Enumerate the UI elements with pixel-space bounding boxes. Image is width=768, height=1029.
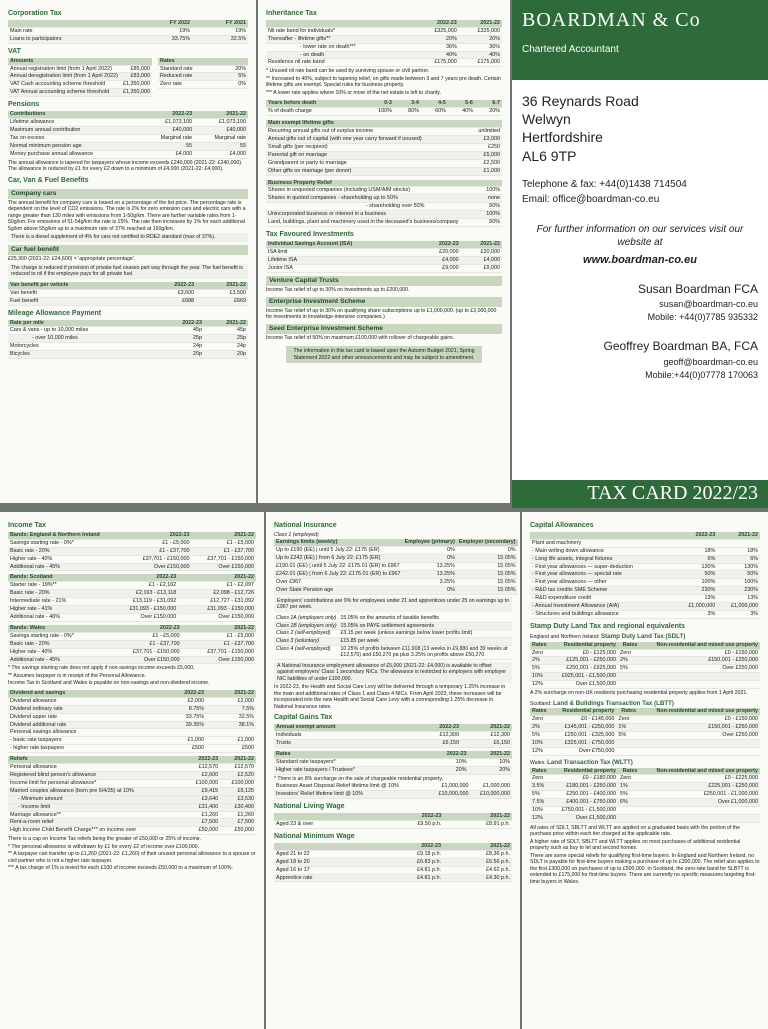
table-row: VAT Annual accounting scheme threshold £1,350,000: [10, 89, 150, 96]
capital-allowances-table: 2022-23 2021-22 Plant and machinery - Main writing down allowance 18% 18% - Long life assets, integral fixtures 6% 6% - First year allowances — super-deduction 130% 130% - First year allowances — special rate 50% 50% - First year allowances — other 100% 100% - R&D tax credits SME Scheme 230% 230% - R&D expenditure credit 13% 13% - Annual Investment Allowance (AIA) £1,000,000 £1,000,000 - Structures and buildings allowance 3% 3%: [532, 531, 758, 618]
wltt-table: Rates Residential property Rates Non-residential and mixed use property Zero £0 - £180,000 Zero £0 - £225,000 3.5% £180,001 - £250,000 1% £225,001 - £250,000 5% £250,001 - £400,000 5% £250,001 - £1,000,000 7.5% £400,001 - £750,000 6% Over £1,000,000 10% £750,001 - £1,500,000 12% Over £1,500,000: [532, 767, 758, 821]
table-row: Higher rate - 40% £37,701 - £150,000 £37,701 - £150,000: [10, 648, 254, 655]
table-row: Dividend additional rate 39.35% 38.1%: [10, 721, 254, 728]
table-row: - on death 40% 40%: [266, 51, 502, 59]
sdlt-note: A 2% surcharge on non-UK residents purchasing residential property applies from 1 April 2021.: [530, 690, 748, 697]
table-row: Bicycles 20p 20p: [10, 351, 246, 358]
pensions-note: The annual allowance is tapered for taxpayers whose income exceeds £240,000 (2021-22: £240,000). The allowance is reduced by £1 for every £2 down to a minimum of £4,000 (2021-22: £4,000).: [8, 159, 243, 173]
company-cars-note: The annual benefit for company cars is based on a percentage of the list price. The percentage rate is dependent on the level of CO2 emissions. The rate is 2% for zero emission cars and electric cars with a range greater than 130 miles with emissions from 1-50g/km. There are further variable rates from 1-50g/km. For emissions of 51-54g/km the rate is 15%. The rate then increases by 1% for each additional 5g/km above 55g/km up to a maximum rate of 37% reached at 160g/km.: [8, 199, 246, 232]
person-susan: [522, 281, 758, 324]
reliefs-note-3: *** A tax charge of 1% is levied for each £100 of income exceeds £50,000 to a maximum of 100%.: [8, 865, 233, 872]
vct-heading: Venture Capital Trusts: [266, 276, 502, 286]
sdlt-title: Stamp Duty Land Tax and regional equivalents: [530, 622, 686, 630]
reliefs-table: Reliefs 2022-23 2021-22 Personal allowance £12,570 £12,570 Registered blind person's allowance £2,600 £2,520 Income limit for personal allowance* £100,000 £100,000 Married couples allowance (born pre 6/4/35) at 10% £9,415 £9,125 - Minimum amount £3,640 £3,530 - Income limit £31,400 £30,400 Marriage allowance** £1,260 £1,260 Rent-a-room relief £7,500 £7,500 High Income Child Benefit Charge*** on income over £50,000 £50,000: [10, 756, 254, 834]
table-row: - higher rate taxpayers £500 £500: [10, 745, 254, 752]
person-mobile: Mobile:+44(0)07778 170063: [645, 369, 758, 380]
table-row: Married couples allowance (born pre 6/4/35) at 10% £9,415 £9,125: [10, 787, 254, 794]
address-line: Hertfordshire: [522, 129, 603, 146]
cgt-exempt-table: Annual exempt amount 2022-23 2021-22 Individuals £12,300 £12,300 Trusts £6,150 £6,150: [276, 724, 510, 747]
lbtt-region: Scotland: Land & Buildings Transaction Tax (LBTT): [530, 699, 674, 707]
ni-class1-label: Class 1 (employed): [274, 531, 319, 538]
vat-title: VAT: [8, 47, 21, 55]
table-row: 5% £250,001 - £400,000 5% £250,001 - £1,000,000: [532, 791, 758, 798]
inheritance-tax-table: 2022-23 2021-22 Nil rate band for individuals* £325,000 £325,000 Thereafter - lifetime gifts** 20% 20% - lower rate on death*** 36% 36% - on death 40% 40% Residence nil rate band £175,000 £175,000: [268, 19, 500, 66]
car-fuel-amount: £25,300 (2021-22: £24,600) × 'appropriate percentage'.: [8, 256, 136, 263]
table-row: Lifetime ISA £4,000 £4,000: [268, 256, 500, 263]
table-row: Over £967 3.25% 15.05%: [276, 578, 516, 585]
table-row: Aged 21 to 22 £9.18 p.h. £8.36 p.h.: [276, 850, 510, 857]
table-row: Aged 18 to 20 £6.83 p.h. £6.56 p.h.: [276, 858, 510, 865]
seis-heading: Seed Enterprise Investment Scheme: [266, 324, 502, 334]
table-row: - R&D tax credits SME Scheme 230% 230%: [532, 587, 758, 594]
table-row: Personal savings allowance: [8, 729, 256, 737]
table-row: - Income limit £31,400 £30,400: [8, 803, 256, 811]
vat-tables: [8, 58, 248, 98]
table-row: Apprentice rate £4.81 p.h. £4.30 p.h.: [276, 874, 510, 881]
income-tax-note-3: Income Tax in Scotland and Wales is payable on non-savings and non-dividend income.: [8, 680, 210, 687]
table-row: Land, buildings, plant and machinery used in the deceased's business/company 50%: [268, 219, 500, 226]
table-row: Grandparent or party to marriage £2,500: [268, 159, 500, 166]
iht-note-2: ** Increased to 40%, subject to tapering relief, on gifts made between 3 and 7 years pre death. Certain lifetime gifts are exempt. Special rules for business property.: [266, 75, 501, 89]
table-row: 12% Over £1,500,000: [530, 681, 760, 689]
table-row: Basic rate - 20% £2,163 - £13,118 £2,098 - £12,726: [10, 590, 254, 597]
table-row: Dividend ordinary rate 8.75% 7.5%: [10, 705, 254, 712]
table-row: Standard rate taxpayers* 10% 10%: [276, 759, 510, 766]
table-row: 10% £325,001 - £750,000: [530, 739, 760, 747]
phone: Telephone & fax: +44(0)1438 714504: [522, 178, 687, 190]
table-row: Class 1A (employers only) 15.05% on the amounts of taxable benefits: [274, 615, 512, 622]
table-row: Fuel benefit £688 £669: [10, 297, 246, 304]
table-row: 5% £250,001 - £325,000 5% Over £250,000: [532, 732, 758, 739]
cgt-reliefs-table: [274, 783, 512, 799]
cgt-title: Capital Gains Tax: [274, 714, 333, 722]
ni-classes-table: [274, 615, 512, 660]
address-line: AL6 9TP: [522, 147, 577, 164]
nlw-table: 2022-23 2021-22 Aged 23 & over £9.50 p.h. £8.91 p.h.: [276, 813, 510, 828]
table-row: Small gifts (per recipient) £250: [268, 143, 500, 150]
panel-corporation-tax-vat-pensions: [0, 0, 256, 503]
person-geoffrey: [522, 338, 758, 381]
eis-note: Income Tax relief of up to 30% on qualifying share subscriptions up to £1,000,000. (up to £2,000,000 for investments in knowledge-intensive companies.): [266, 307, 497, 321]
company-role: Chartered Accountant: [522, 43, 619, 55]
table-row: Annual gifts out of capital (with one year carry forward if unused) £3,000: [268, 136, 500, 143]
table-row: Up to £190 (EE) | until 5 July 22: £175 (ER) 0% 0%: [276, 547, 516, 554]
mileage-table: Rate per mile 2022-23 2021-22 Cars & vans - up to 10,000 miles 45p 45p - over 10,000 miles 25p 25p Motorcycles 24p 24p Bicycles 20p 20p: [10, 319, 246, 358]
table-row: Loans to participators 33.75% 32.5%: [10, 35, 246, 42]
table-row: Residence nil rate band £175,000 £175,000: [268, 59, 500, 66]
table-row: Marriage allowance** £1,260 £1,260: [10, 811, 254, 818]
table-row: Main rate 19% 19%: [10, 27, 246, 34]
table-row: 2% £125,001 - £250,000 2% £150,001 - £250,000: [532, 657, 758, 664]
table-row: - Structures and buildings allowance 3% 3%: [532, 611, 758, 618]
table-row: Junior ISA £9,000 £9,000: [268, 264, 500, 271]
table-row: - R&D expenditure credit 13% 13%: [532, 595, 758, 602]
contact: [522, 177, 758, 207]
reliefs-cap-note: There is a cap on Income Tax reliefs being the greater of £50,000 or 25% of income.: [8, 836, 202, 843]
table-row: Higher rate - 41% £31,093 - £150,000 £31,093 - £150,000: [10, 606, 254, 613]
table-row: Shares in quoted companies - shareholding up to 50% none: [268, 195, 500, 202]
table-row: Additional rate - 45% Over £150,000 Over £150,000: [10, 656, 254, 663]
table-row: 2% £145,001 - £250,000 1% £150,001 - £250,000: [532, 724, 758, 731]
table-row: Maximum annual contribution £40,000 £40,000: [10, 126, 246, 133]
table-row: - Minimum amount £3,640 £3,530: [8, 795, 256, 803]
table-row: Parental gift on marriage £5,000: [268, 151, 500, 158]
table-row: - lower rate on death*** 36% 36%: [266, 43, 502, 51]
table-row: - over 10,000 miles 25p 25p: [8, 335, 248, 343]
van-benefit-table: Van benefit per vehicle 2022-23 2021-22 Van benefit £3,600 £3,500 Fuel benefit £688 £669: [10, 281, 246, 304]
table-row: - First year allowances — other 100% 100%: [532, 579, 758, 586]
table-row: Higher rate - 40% £37,701 - £150,000 £37,701 - £150,000: [10, 555, 254, 562]
exempt-gifts-table: Main exempt lifetime gifts Recurring annual gifts out of surplus income unlimited Annual gifts out of capital (with one year carry forward if unused) £3,000 Small gifts (per recipient) £250 Parental gift on marriage £5,000 Grandparent or party to marriage £2,500 Other gifts on marriage (per donor) £1,000: [268, 120, 500, 174]
table-row: Recurring annual gifts out of surplus income unlimited: [268, 128, 500, 135]
table-row: - Main writing down allowance 18% 18%: [532, 547, 758, 554]
table-row: Thereafter - lifetime gifts** 20% 20%: [268, 35, 500, 42]
car-van-title: Car, Van & Fuel Benefits: [8, 176, 89, 184]
table-row: Standard rate 20%: [160, 65, 246, 72]
income-tax-note-2: ** Assumes taxpayer is in receipt of the Personal Allowance.: [8, 672, 147, 679]
scotland-bands-table: Bands: Scotland 2022-23 2021-22 Starter rate - 19%** £1 - £2,162 £1 - £2,097 Basic rate - 20% £2,163 - £13,118 £2,098 - £12,726 Intermediate rate - 21% £13,119 - £31,092 £12,727 - £31,092 Higher rate - 41% £31,093 - £150,000 £31,093 - £150,000 Additional rate - 46% Over £150,000 Over £150,000: [10, 574, 254, 621]
table-row: 3.5% £180,001 - £250,000 1% £225,001 - £250,000: [532, 783, 758, 790]
table-row: 5% £250,001 - £925,000 5% Over £250,000: [532, 665, 758, 672]
table-row: High Income Child Benefit Charge*** on income over £50,000 £50,000: [10, 827, 254, 834]
person-email[interactable]: geoff@boardman-co.eu: [663, 356, 758, 367]
table-row: Aged 16 to 17 £4.81 p.h. £4.62 p.h.: [276, 866, 510, 873]
table-row: Class 3 (voluntary) £15.85 per week: [274, 638, 512, 646]
table-row: Savings starting rate - 0%* £1 - £5,000 £1 - £5,000: [10, 632, 254, 639]
wltt-region: Wales: Land Transaction Tax (WLTT): [530, 758, 633, 766]
isa-table: Individual Savings Account (ISA) 2022-23 2021-22 ISA limit £20,000 £20,000 Lifetime ISA £4,000 £4,000 Junior ISA £9,000 £9,000: [268, 240, 500, 271]
table-row: Reduced rate 5%: [160, 73, 246, 80]
reliefs-note-1: * The personal allowance is withdrawn by £1 for every £2 of income over £100,000.: [8, 843, 200, 850]
company-cars-heading: Company cars: [8, 189, 248, 199]
table-row: £242.01 (EE) | from 6 July 22: £175.01 (ER) to £967 13.25% 15.05%: [276, 571, 516, 578]
ni-title: National Insurance: [274, 522, 337, 529]
capital-allowances-title: Capital Allowances: [530, 522, 594, 529]
front-body: [512, 80, 768, 388]
table-row: - Long life assets, integral fixtures 6% 6%: [532, 555, 758, 562]
table-row: Additional rate - 45% Over £150,000 Over £150,000: [10, 563, 254, 570]
panel-national-insurance: [266, 512, 520, 1029]
business-property-relief-table: Business Property Relief Shares in unquoted companies (including USM/AIM stocks) 100% Shares in quoted companies - shareholding up to 50% none - shareholding over 50% 50% Unincorporated business or interest in a business 100% Land, buildings, plant and machinery used in the deceased's business/company 50%: [268, 179, 500, 226]
table-row: VAT Cash accounting scheme threshold £1,350,000: [10, 81, 150, 88]
table-row: Aged 23 & over £9.50 p.h. £8.91 p.h.: [276, 821, 510, 828]
table-row: Intermediate rate - 21% £13,119 - £31,092 £12,727 - £31,092: [10, 598, 254, 605]
wltt-note-3: There are some special reliefs for qualifying first-time buyers. In England and Northern Ireland, no SDLT is payable for first-time buyers making a purchase of up to £300,000. The relief also applies to the first £300,000 on purchases of up to £500,000. In Scotland, the zero-rate band for SLBTT is extended to £175,000 for first-time buyers. There are currently no specific measures targeting first-time buyers in Wales.: [530, 852, 760, 885]
table-row: ISA limit £20,000 £20,000: [268, 248, 500, 255]
pensions-table: Contributions 2022-23 2021-22 Lifetime allowance £1,073,100 £1,073,100 Maximum annual contribution £40,000 £40,000 Tax on excess Marginal rate Marginal rate Normal minimum pension age 55 55 Money purchase annual allowance £4,000 £4,000: [10, 111, 246, 157]
lbtt-table: Rates Residential property Rates Non-residential and mixed use property Zero £0 - £145,000 Zero £0 - £150,000 2% £145,001 - £250,000 1% £150,001 - £250,000 5% £250,001 - £325,000 5% Over £250,000 10% £325,001 - £750,000 12% Over £750,000: [532, 708, 758, 754]
table-row: Zero rate 0%: [160, 81, 246, 88]
panel-capital-allowances: [522, 512, 768, 1029]
ni-employment-allowance-note: A National Insurance employment allowance of £5,000 (2021-22: £4,000) is available to offset against employers' Class 1 secondary NICs. The allowance is restricted to employers with employer NIC liabilities of under £100,000.: [274, 662, 512, 684]
company-name: BOARDMAN & Co: [522, 9, 701, 31]
income-tax-note-1: * The savings starting rate does not apply if non-savings income exceeds £5,000.: [8, 665, 195, 672]
table-row: Zero £0 - £125,000 Zero £0 - £150,000: [532, 649, 758, 656]
table-row: Class 4 (self-employed) 10.25% of profits between £11,908 (13 weeks in £9,880 and 39 weeks at £12,570) and £50,270 pa plus 3.25% on profits above £50,270: [274, 645, 512, 659]
table-row: - First year allowances — super-deduction 130% 130%: [532, 563, 758, 570]
person-name: Susan Boardman FCA: [637, 281, 758, 296]
table-row: Normal minimum pension age 55 55: [10, 142, 246, 149]
table-row: Dividend upper rate 33.75% 32.5%: [10, 713, 254, 720]
table-row: Class 1B (employers only) 15.05% on PAYE settlement agreements: [274, 622, 512, 630]
table-row: Shares in unquoted companies (including USM/AIM stocks) 100%: [268, 187, 500, 194]
person-email[interactable]: susan@boardman-co.eu: [659, 299, 758, 310]
email[interactable]: Email: office@boardman-co.eu: [522, 193, 660, 205]
address: [522, 92, 758, 165]
iht-note-1: * Unused nil rate band can be used by surviving spouse or civil partner.: [266, 68, 430, 75]
table-row: Business Asset Disposal Relief lifetime limit @ 10% £1,000,000 £1,000,000: [276, 783, 510, 790]
car-fuel-note: The charge is reduced if provision of private fuel ceases part way through the year. The fuel benefit is reduced to nil if the employee pays for all private fuel.: [8, 264, 248, 279]
ni-class1-table: Earnings limits (weekly) Employee (primary) Employer (secondary) Up to £190 (EE) | until 5 July 22: £175 (ER) 0% 0% Up to £242 (EE) | from 6 July 22: £175 (ER) 0% 15.05% £190.01 (EE) | until 5 July 22: £175.01 (ER) to £967 13.25% 15.05% £242.01 (EE) | from 6 July 22: £175.01 (ER) to £967 13.25% 15.05% Over £967 3.25% 15.05% Over State Pension age 0% 15.05%: [276, 539, 516, 593]
table-row: 7.5% £400,001 - £750,000 6% Over £1,000,000: [532, 799, 758, 806]
iht-note-3: *** A lower rate applies where 10% or more of the net estate is left to charity.: [266, 89, 441, 96]
table-row: Rent-a-room relief £7,500 £7,500: [10, 819, 254, 826]
car-fuel-heading: Car fuel benefit: [8, 245, 248, 255]
wltt-note-2: A higher rate of SDLT, SBLTT and WLTT applies on most purchases of additional residential property such as buy to let and second homes.: [530, 838, 741, 852]
website-link[interactable]: www.boardman-co.eu: [583, 253, 697, 266]
table-row: Registered blind person's allowance £2,600 £2,520: [10, 772, 254, 779]
table-row: Investors' Relief lifetime limit @ 10% £10,000,000 £10,000,000: [276, 791, 510, 798]
table-row: £190.01 (EE) | until 5 July 22: £175.01 (ER) to £967 13.25% 15.05%: [276, 563, 516, 570]
table-row: Motorcycles 24p 24p: [10, 343, 246, 350]
vct-note: Income Tax relief of up to 30% on investments up to £200,000.: [266, 287, 410, 293]
seis-note: Income Tax relief of 50% on maximum £100,000 with rollover of chargeable gains.: [266, 335, 455, 342]
sdlt-table: Rates Residential property Rates Non-residential and mixed use property Zero £0 - £125,000 Zero £0 - £150,000 2% £125,001 - £250,000 2% £150,001 - £250,000 5% £250,001 - £925,000 5% Over £250,000 10% £925,001 - £1,500,000 12% Over £1,500,000: [532, 641, 758, 688]
tax-favoured-title: Tax Favoured Investments: [266, 230, 354, 238]
front-header: [512, 0, 768, 80]
table-row: Tax on excess Marginal rate Marginal rate: [10, 134, 246, 141]
address-line: Welwyn: [522, 111, 571, 128]
table-row: 12% Over £750,000: [530, 747, 760, 755]
nmw-table: 2022-23 2021-22 Aged 21 to 22 £9.18 p.h. £8.36 p.h. Aged 18 to 20 £6.83 p.h. £6.56 p.h. Aged 16 to 17 £4.81 p.h. £4.62 p.h. Apprentice rate £4.81 p.h. £4.30 p.h.: [276, 842, 510, 881]
table-row: Up to £242 (EE) | from 6 July 22: £175 (ER) 0% 15.05%: [276, 555, 516, 562]
table-row: Van benefit £3,600 £3,500: [10, 289, 246, 296]
mileage-title: Mileage Allowance Payment: [8, 309, 102, 317]
table-row: Nil rate band for individuals* £325,000 £325,000: [268, 27, 500, 34]
table-row: - First year allowances — special rate 50% 50%: [532, 571, 758, 578]
panel-inheritance-tax: [258, 0, 510, 503]
years-before-death-table: Years before death 0-3 3-4 4-5 5-6 6-7 % of death charge 100% 80% 60% 40% 20%: [268, 100, 500, 115]
table-row: Annual deregistration limit (from 1 April 2022) £83,000: [10, 73, 150, 80]
table-row: % of death charge 100% 80% 60% 40% 20%: [268, 108, 500, 115]
table-row: - Annual Investment Allowance (AIA) £1,000,000 £1,000,000: [532, 603, 758, 610]
table-row: Class 2 (self-employed) £3.15 per week (unless earnings below lower profits limit): [274, 630, 512, 638]
pensions-title: Pensions: [8, 101, 40, 109]
ni-levy-note: In 2022-23, the Health and Social Care Levy will be delivered through a temporary 1.25% increase in the main and additional rates of Class 1 and Class 4 NICs. From April 2023, these increases will be incorporated into the new Health and Social Care Levy with a corresponding 1.25% decrease in National Insurance rates.: [274, 684, 506, 710]
wales-bands-table: Bands: Wales 2022-23 2021-22 Savings starting rate - 0%* £1 - £5,000 £1 - £5,000 Basic rate - 20% £1 - £37,700 £1 - £37,700 Higher rate - 40% £37,701 - £150,000 £37,701 - £150,000 Additional rate - 45% Over £150,000 Over £150,000: [10, 624, 254, 663]
table-row: 12% Over £1,500,000: [530, 814, 760, 822]
table-row: Additional rate - 46% Over £150,000 Over £150,000: [10, 614, 254, 621]
sdlt-region: England and Northern Ireland: Stamp Duty Land Tax (SDLT): [530, 632, 686, 640]
table-row: Unincorporated business or interest in a business 100%: [268, 211, 500, 218]
diesel-note: There is a diesel supplement of 4% for cars not certified to RDE2 standard (max of 37%).: [8, 233, 248, 242]
dividend-savings-table: Dividend and savings 2022-23 2021-22 Dividend allowance £2,000 £2,000 Dividend ordinary rate 8.75% 7.5% Dividend upper rate 33.75% 32.5% Dividend additional rate 39.35% 38.1% Personal savings allowance - basic rate taxpayers £1,000 £1,000 - higher rate taxpayers £500 £500: [10, 689, 254, 752]
table-row: Basic rate - 20% £1 - £37,700 £1 - £37,700: [10, 640, 254, 647]
table-row: Lifetime allowance £1,073,100 £1,073,100: [10, 119, 246, 126]
table-row: Savings starting rate - 0%* £1 - £5,000 £1 - £5,000: [10, 539, 254, 546]
ni-employers-note: Employers' contributions are 0% for employees under 21 and apprentices under 25 on earnings up to £967 per week.: [274, 597, 512, 612]
table-row: Annual registration limit (from 1 April 2022) £85,000: [10, 65, 150, 72]
table-row: Plant and machinery: [530, 539, 760, 547]
table-row: Dividend allowance £2,000 £2,000: [10, 697, 254, 704]
table-row: - shareholding over 50% 50%: [266, 203, 502, 211]
nlw-title: National Living Wage: [274, 803, 345, 811]
table-row: - basic rate taxpayers £1,000 £1,000: [10, 737, 254, 744]
table-row: 10% £925,001 - £1,500,000: [530, 673, 760, 681]
table-row: Trusts £6,150 £6,150: [276, 740, 510, 747]
info-text: For further information on our services visit our website at: [536, 223, 744, 249]
table-row: Zero £0 - £145,000 Zero £0 - £150,000: [532, 716, 758, 723]
table-row: Personal allowance £12,570 £12,570: [10, 764, 254, 771]
panel-income-tax: [0, 512, 264, 1029]
vat-rates-table: Rates Standard rate 20% Reduced rate 5% Zero rate 0%: [160, 57, 246, 88]
table-row: Cars & vans - up to 10,000 miles 45p 45p: [10, 327, 246, 334]
budget-note: The information in this tax card is based upon the Autumn Budget 2021, Spring Statement 2022 and other announcements and may be subject to amendment.: [286, 346, 482, 363]
vat-amounts-table: Amounts Annual registration limit (from 1 April 2022) £85,000 Annual deregistration limit (from 1 April 2022) £83,000 VAT Cash accounting scheme threshold £1,350,000 VAT Annual accounting scheme threshold £1,350,000: [10, 57, 150, 96]
panel-front-card: [512, 0, 768, 508]
address-line: 36 Reynards Road: [522, 93, 639, 109]
table-row: Money purchase annual allowance £4,000 £4,000: [10, 150, 246, 157]
table-row: Zero £0 - £180,000 Zero £0 - £225,000: [532, 775, 758, 782]
cgt-rates-table: Rates 2022-23 2021-22 Standard rate taxpayers* 10% 10% Higher rate taxpayers / Trustees* 20% 20%: [276, 751, 510, 773]
corporation-tax-title: Corporation Tax: [8, 10, 62, 17]
corporation-tax-table: FY 2022 FY 2021 Main rate 19% 19% Loans to participators 33.75% 32.5%: [10, 19, 246, 42]
nmw-title: National Minimum Wage: [274, 832, 355, 840]
income-tax-title: Income Tax: [8, 522, 46, 529]
table-row: Over State Pension age 0% 15.05%: [276, 586, 516, 593]
inheritance-tax-title: Inheritance Tax: [266, 10, 317, 17]
table-row: 10% £750,001 - £1,500,000: [530, 807, 760, 815]
table-row: Higher rate taxpayers / Trustees* 20% 20%: [276, 766, 510, 773]
tax-card-title: TAX CARD 2022/23: [512, 480, 768, 508]
reliefs-note-2: ** A taxpayer can transfer up to £1,260 (2021-22: £1,260) of their unused personal allowance to a spouse or civil partner who is not a higher rate taxpayer.: [8, 851, 256, 864]
table-row: Basic rate - 20% £1 - £37,700 £1 - £37,700: [10, 547, 254, 554]
cgt-note: * There is an 8% surcharge on the sale of chargeable residential property.: [274, 775, 444, 782]
table-row: Other gifts on marriage (per donor) £1,000: [268, 167, 500, 174]
wltt-note-1: All rates of SDLT, SBLTT and WLTT are applied on a graduated basis with the portion of the purchase price within each tier charged at the applicable rate.: [530, 824, 741, 838]
england-bands-table: Bands: England & Northern Ireland 2022-23 2021-22 Savings starting rate - 0%* £1 - £5,000 £1 - £5,000 Basic rate - 20% £1 - £37,700 £1 - £37,700 Higher rate - 40% £37,701 - £150,000 £37,701 - £150,000 Additional rate - 45% Over £150,000 Over £150,000: [10, 531, 254, 570]
person-name: Geoffrey Boardman BA, FCA: [603, 339, 758, 354]
table-row: Starter rate - 19%** £1 - £2,162 £1 - £2,097: [10, 582, 254, 589]
person-mobile: Mobile: +44(0)7785 935332: [647, 312, 758, 323]
table-row: Individuals £12,300 £12,300: [276, 732, 510, 739]
eis-heading: Enterprise Investment Scheme: [266, 297, 502, 307]
table-row: Income limit for personal allowance* £100,000 £100,000: [10, 779, 254, 786]
